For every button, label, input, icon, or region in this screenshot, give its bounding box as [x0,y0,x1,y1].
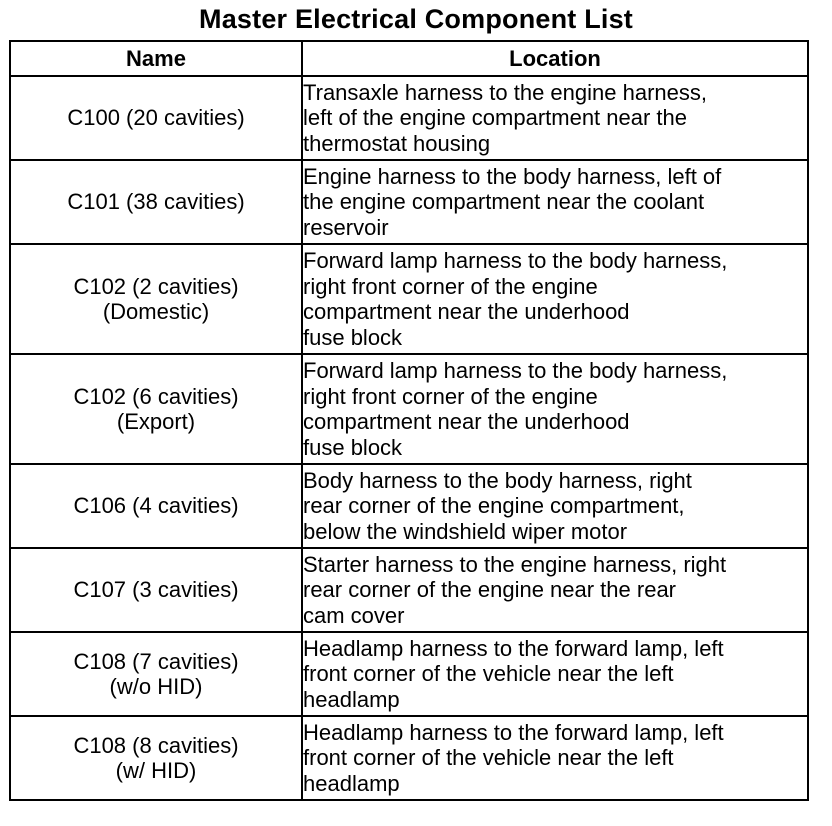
component-location-line: thermostat housing [303,130,491,156]
component-name-line: C101 (38 cavities) [67,189,245,215]
table-row [10,76,808,160]
component-name-line: C106 (4 cavities) [73,493,239,519]
component-location-line: right front corner of the engine [303,383,598,409]
component-location-line: headlamp [303,686,400,712]
component-name-cell [10,716,302,800]
component-location-cell [302,354,808,464]
component-location-cell [302,160,808,244]
component-location-line: reservoir [303,214,389,240]
table-row [10,354,808,464]
component-location-line: headlamp [303,770,400,796]
table-body [10,76,808,800]
component-location-line: Forward lamp harness to the body harness, [303,248,728,273]
component-name-cell [10,160,302,244]
component-name-line: C102 (6 cavities) [73,383,239,409]
component-name-line: (Domestic) [102,299,210,324]
component-location-line: the engine compartment near the coolant [303,189,705,215]
component-name-line: C108 (7 cavities) [73,648,239,674]
component-name-cell [10,632,302,716]
component-location-line: Starter harness to the engine harness, right [303,551,727,577]
component-location-cell [302,632,808,716]
component-location-line: left of the engine compartment near the [303,105,688,131]
component-location-line: Headlamp harness to the forward lamp, left [303,635,724,661]
component-name-line: (w/ HID) [115,758,197,783]
component-location-line: rear corner of the engine compartment, [303,493,685,519]
component-location-line: below the windshield wiper motor [303,518,628,544]
component-location-cell [302,244,808,354]
component-location-line: rear corner of the engine near the rear [303,577,677,603]
component-location-line: Body harness to the body harness, right [303,467,692,493]
component-location-line: Headlamp harness to the forward lamp, left [303,719,724,745]
table-row [10,632,808,716]
component-location-cell [302,76,808,160]
table-row [10,464,808,548]
component-name-line: (w/o HID) [109,674,203,699]
component-location-line: compartment near the underhood [303,299,630,324]
component-location-cell [302,716,808,800]
table-row [10,548,808,632]
component-location-line: right front corner of the engine [303,273,598,299]
component-name-line: C100 (20 cavities) [67,105,245,131]
component-table [9,40,809,801]
component-location-line: cam cover [303,602,405,628]
component-location-cell [302,548,808,632]
component-location-line: front corner of the vehicle near the left [303,745,674,771]
component-name-line: C107 (3 cavities) [73,577,239,603]
component-location-line: front corner of the vehicle near the left [303,661,674,687]
component-name-cell [10,354,302,464]
component-location-cell [302,464,808,548]
component-name-line: (Export) [116,409,196,434]
component-location-line: Forward lamp harness to the body harness, [303,358,728,383]
table-row [10,716,808,800]
component-location-line: fuse block [303,324,403,350]
table-row [10,244,808,354]
component-location-line: Transaxle harness to the engine harness, [303,79,707,105]
document-title: Master Electrical Component List [199,4,633,34]
name-column-header: Name [10,41,302,76]
location-column-header: Location [302,41,808,76]
table-header-row [10,41,808,76]
component-name-cell [10,464,302,548]
component-location-line: compartment near the underhood [303,409,630,434]
component-name-line: C102 (2 cavities) [73,273,239,299]
table-row [10,160,808,244]
component-name-cell [10,76,302,160]
component-location-line: Engine harness to the body harness, left of [303,163,722,189]
component-name-line: C108 (8 cavities) [73,732,239,758]
component-name-cell [10,244,302,354]
component-name-cell [10,548,302,632]
component-location-line: fuse block [303,434,403,460]
